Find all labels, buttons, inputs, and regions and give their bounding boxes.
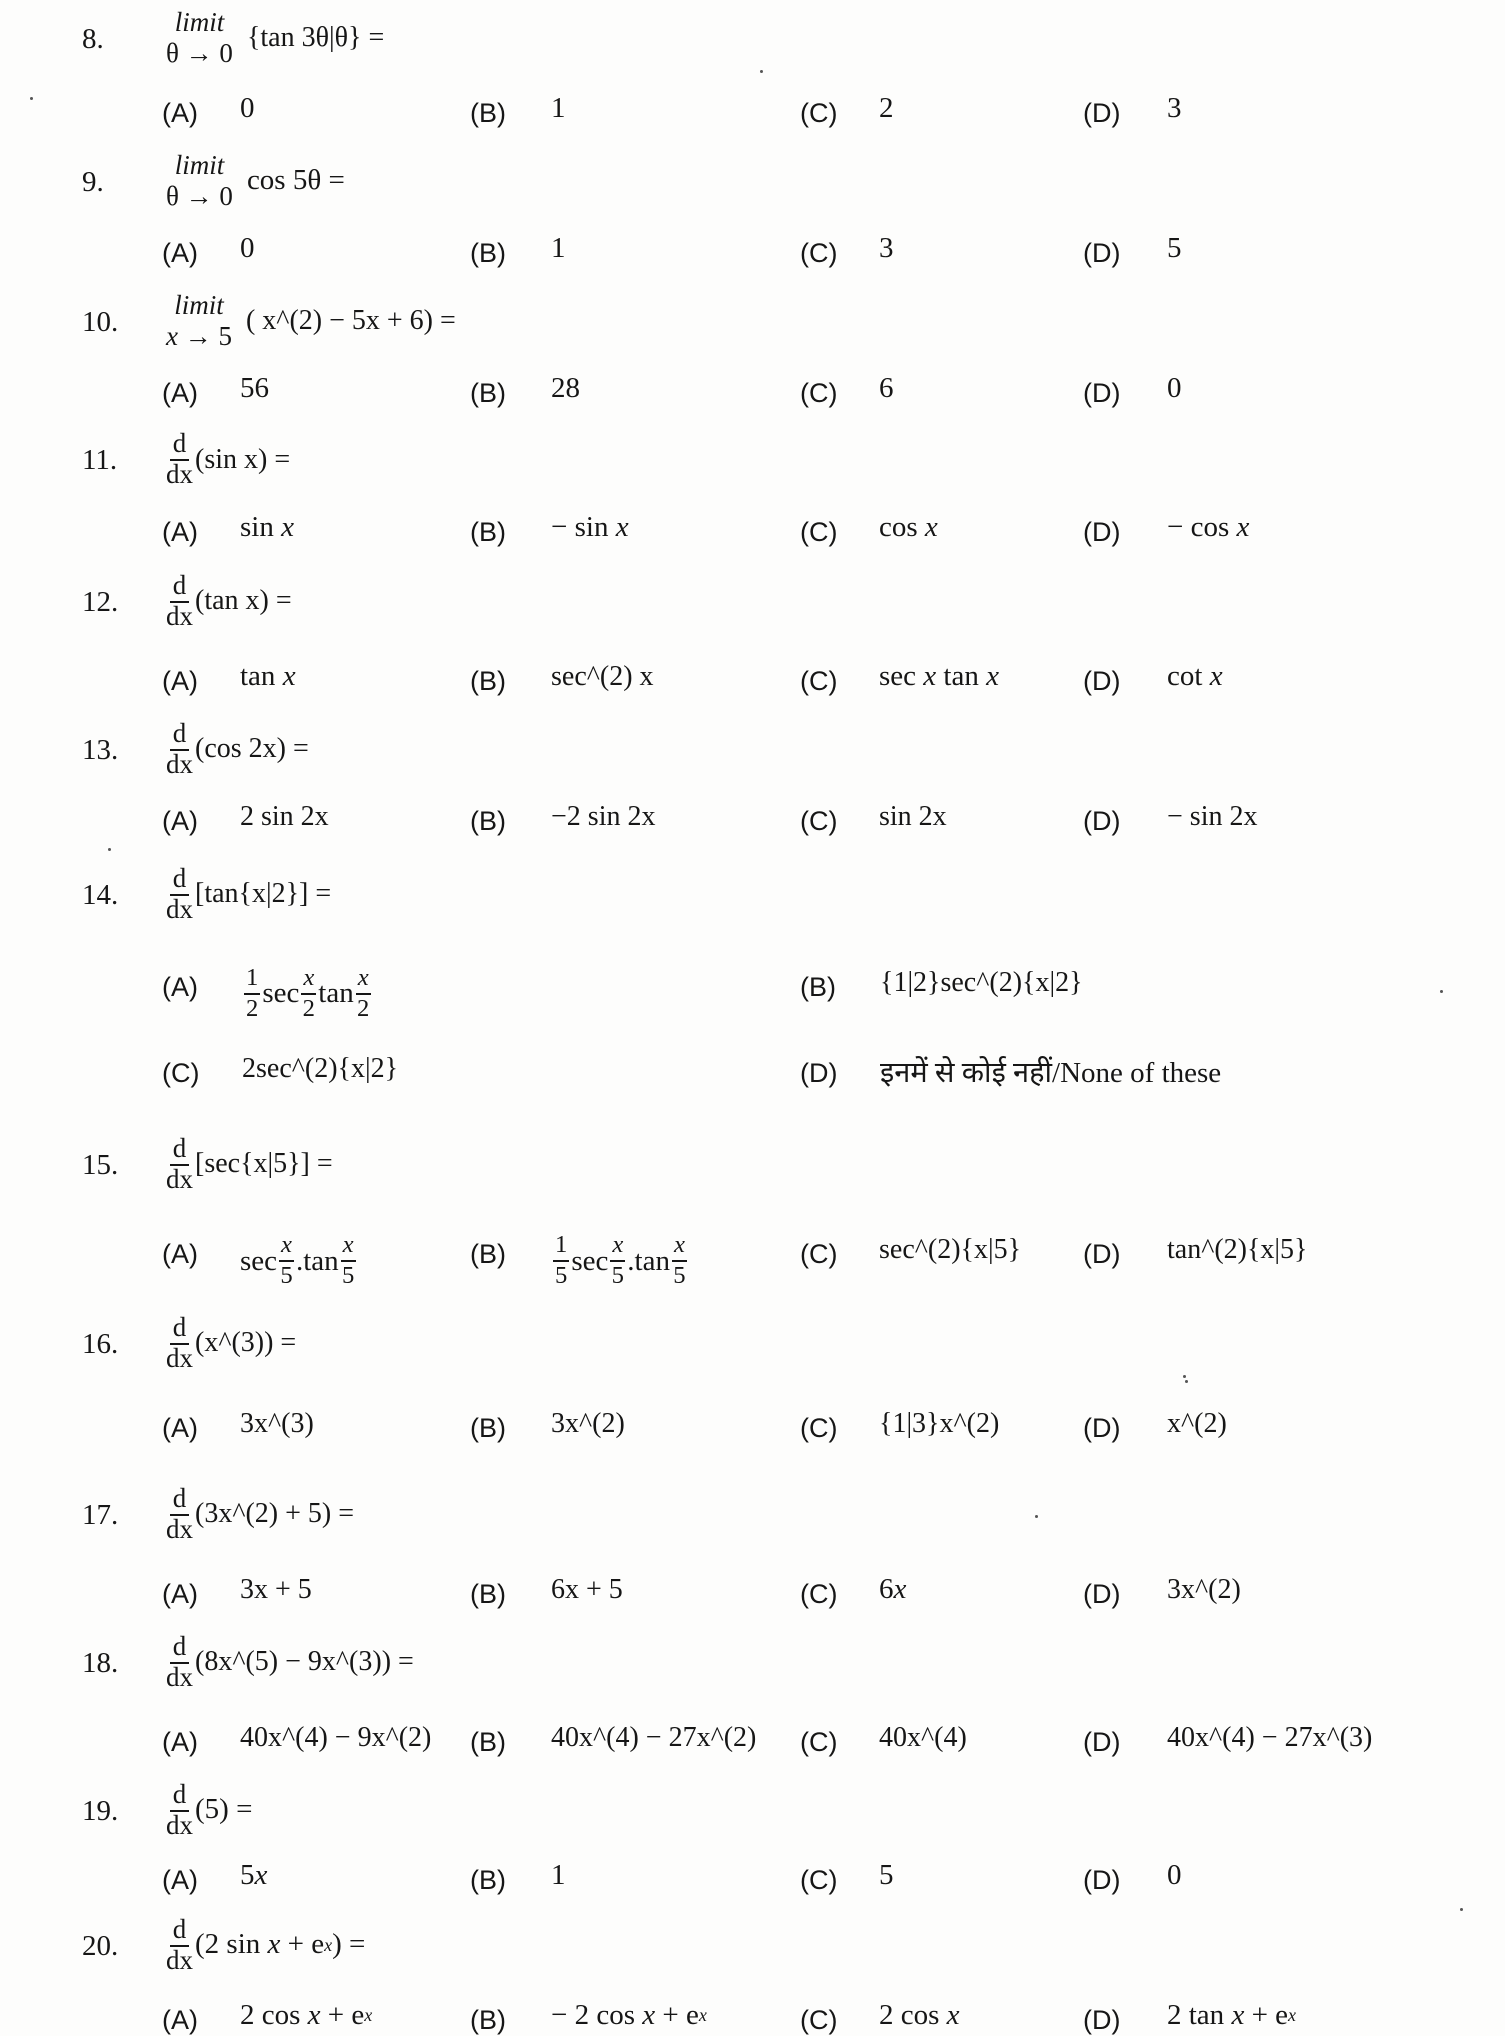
fraction: $\frac{x}{5}$ — [611, 1231, 624, 1290]
derivative-operator — [166, 1132, 193, 1194]
derivative-numerator: d — [170, 1135, 190, 1166]
option-label[interactable]: (B) — [470, 1239, 506, 1270]
option-label[interactable]: (C) — [800, 238, 838, 269]
question-expression — [166, 1132, 333, 1194]
option-label[interactable]: (C) — [800, 1413, 838, 1444]
option-value[interactable]: 6 x — [879, 1573, 907, 1606]
expression-body: cos 5θ = — [246, 164, 345, 197]
option-label[interactable]: (D) — [1083, 378, 1121, 409]
option-value[interactable]: 40x^(4) — [879, 1722, 967, 1754]
option-value[interactable]: cot x — [1167, 660, 1223, 693]
question-expression — [166, 1311, 297, 1373]
option-label[interactable]: (A) — [162, 806, 198, 837]
option-label[interactable]: (D) — [800, 1057, 838, 1088]
option-value[interactable]: tan x — [240, 660, 296, 693]
option-value[interactable]: 3x^(2) — [551, 1408, 625, 1440]
limit-subscript: θ → 0 — [166, 180, 233, 211]
question-number: 12. — [82, 585, 119, 618]
option-value[interactable]: 1 — [551, 1858, 566, 1891]
option-label[interactable]: (C) — [800, 98, 838, 129]
derivative-denominator: dx — [166, 1944, 193, 1975]
limit-word: limit — [174, 289, 224, 320]
option-value[interactable]: 2 tan x + e x — [1167, 1998, 1297, 2031]
question-number: 16. — [82, 1327, 119, 1360]
option-label[interactable]: (A) — [162, 517, 198, 548]
option-label[interactable]: (A) — [162, 378, 198, 409]
scan-speck — [30, 97, 33, 100]
option-value[interactable]: 40x^(4) − 27x^(3) — [1167, 1722, 1373, 1754]
option-label[interactable]: (B) — [470, 1864, 506, 1895]
option-label[interactable]: (C) — [800, 1727, 838, 1758]
option-label[interactable]: (B) — [800, 972, 836, 1003]
question-expression — [166, 430, 290, 488]
option-label[interactable]: (D) — [1083, 1864, 1121, 1895]
expression-body: [tan{x|2}] = — [195, 878, 332, 910]
question-number: 14. — [82, 878, 119, 911]
scan-speck — [760, 70, 763, 73]
expression-body: {tan 3θ|θ} = — [246, 22, 385, 54]
option-label[interactable]: (A) — [162, 666, 198, 697]
option-label[interactable]: (A) — [162, 1579, 198, 1610]
derivative-denominator: dx — [166, 893, 193, 924]
derivative-operator — [166, 1913, 193, 1975]
limit-word: limit — [174, 6, 225, 37]
question-number: 15. — [82, 1148, 119, 1181]
option-label[interactable]: (C) — [800, 1864, 838, 1895]
limit-operator — [166, 6, 233, 68]
expression-body: (x^(3)) = — [195, 1326, 297, 1358]
option-value[interactable]: {1|2}sec^(2){x|2} — [880, 967, 1083, 999]
option-value[interactable]: 2sec^(2){x|2} — [242, 1052, 399, 1084]
expression-body: (3x^(2) + 5) = — [195, 1498, 355, 1530]
derivative-operator — [166, 1482, 193, 1544]
derivative-numerator: d — [170, 865, 190, 896]
limit-operator — [166, 149, 233, 211]
option-label[interactable]: (A) — [162, 238, 198, 269]
scan-speck — [1183, 1375, 1186, 1378]
question-expression — [166, 1630, 414, 1692]
option-label[interactable]: (D) — [1083, 1579, 1121, 1610]
derivative-operator — [166, 569, 193, 631]
option-value[interactable]: 5 x — [240, 1858, 268, 1891]
option-label[interactable]: (B) — [470, 666, 506, 697]
scan-speck — [1460, 1908, 1463, 1911]
option-value[interactable]: − sin 2x — [1167, 801, 1258, 833]
option-value[interactable]: 1 — [551, 92, 566, 125]
limit-subscript: x → 5 — [166, 320, 232, 351]
option-value[interactable]: 3 — [1167, 92, 1182, 125]
question-number: 20. — [82, 1929, 119, 1962]
question-expression — [166, 862, 332, 924]
derivative-operator — [166, 717, 193, 779]
expression-body: (cos 2x) = — [195, 732, 309, 764]
expression-body: (tan x) = — [195, 585, 292, 616]
fraction: $\frac{x}{5}$ — [673, 1231, 686, 1290]
option-value[interactable]: 40x^(4) − 9x^(2) — [240, 1722, 432, 1754]
option-value[interactable]: 3x^(3) — [240, 1408, 314, 1440]
option-value[interactable]: 0 — [240, 92, 255, 125]
derivative-operator — [166, 862, 193, 924]
option-value[interactable]: − cos x — [1167, 511, 1250, 544]
option-value[interactable]: − sin x — [551, 511, 629, 544]
limit-operator — [166, 289, 232, 351]
question-expression — [166, 6, 385, 68]
question-number: 11. — [82, 444, 118, 477]
question-expression — [166, 149, 345, 211]
option-label[interactable]: (C) — [800, 2004, 838, 2035]
option-label[interactable]: (B) — [470, 378, 506, 409]
option-label[interactable]: (B) — [470, 1579, 506, 1610]
option-value[interactable]: 0 — [240, 232, 255, 265]
derivative-numerator: d — [170, 430, 190, 461]
option-label[interactable]: (B) — [470, 1413, 506, 1444]
option-label[interactable]: (B) — [470, 238, 506, 269]
option-label[interactable]: (C) — [800, 806, 838, 837]
derivative-denominator: dx — [166, 748, 193, 779]
question-number: 18. — [82, 1646, 119, 1679]
option-label[interactable]: (C) — [162, 1057, 200, 1088]
derivative-operator — [166, 1311, 193, 1373]
fraction: $\frac{1}{2}$ — [246, 964, 259, 1022]
option-label[interactable]: (B) — [470, 1727, 506, 1758]
option-label[interactable]: (A) — [162, 972, 198, 1003]
option-value[interactable]: 1 — [551, 232, 566, 265]
fraction: $\frac{1}{5}$ — [555, 1231, 568, 1290]
derivative-denominator: dx — [166, 1809, 193, 1840]
option-value[interactable]: $\frac{1}{2}$ sec $\frac{x}{2}$ tan $\frac{x}{2}$ — [246, 964, 370, 1022]
option-value[interactable]: sec $\frac{x}{5}$ .tan $\frac{x}{5}$ — [240, 1231, 355, 1290]
option-label[interactable]: (C) — [800, 1579, 838, 1610]
option-label[interactable]: (C) — [800, 378, 838, 409]
derivative-denominator: dx — [166, 1661, 193, 1692]
option-value[interactable]: −2 sin 2x — [551, 801, 656, 833]
fraction: $\frac{x}{5}$ — [280, 1231, 293, 1290]
option-label[interactable]: (D) — [1083, 517, 1121, 548]
option-value[interactable]: 56 — [240, 372, 269, 405]
option-value[interactable]: cos x — [879, 511, 938, 544]
option-value[interactable]: 6x + 5 — [551, 1574, 623, 1606]
expression-body: (sin x) = — [195, 443, 291, 475]
option-label[interactable]: (A) — [162, 1413, 198, 1444]
option-value[interactable]: sec^(2){x|5} — [879, 1234, 1022, 1266]
option-value[interactable]: sin x — [240, 511, 294, 544]
option-value[interactable]: 5 — [1167, 232, 1182, 265]
option-label[interactable]: (B) — [470, 517, 506, 548]
option-value[interactable]: 2 sin 2x — [240, 801, 329, 833]
question-number: 9. — [82, 165, 104, 198]
derivative-operator — [166, 1778, 193, 1840]
derivative-denominator: dx — [166, 1163, 193, 1194]
derivative-numerator: d — [170, 1633, 190, 1664]
option-label[interactable]: (D) — [1083, 1413, 1121, 1444]
option-value[interactable]: इनमें से कोई नहीं/None of these — [880, 1056, 1222, 1089]
expression-body: [sec{x|5}] = — [195, 1147, 333, 1179]
option-label[interactable]: (B) — [470, 98, 506, 129]
option-label[interactable]: (A) — [162, 1727, 198, 1758]
limit-word: limit — [174, 149, 225, 180]
derivative-denominator: dx — [166, 1342, 193, 1373]
option-label[interactable]: (B) — [470, 806, 506, 837]
expression-body: (2 sin x + e x ) = — [195, 1928, 366, 1960]
option-label[interactable]: (B) — [470, 2004, 506, 2035]
option-label[interactable]: (A) — [162, 98, 198, 129]
fraction: $\frac{x}{2}$ — [357, 964, 370, 1022]
question-number: 13. — [82, 733, 119, 766]
option-value[interactable]: 0 — [1167, 1858, 1182, 1891]
option-value[interactable]: tan^(2){x|5} — [1167, 1234, 1308, 1266]
question-expression — [166, 289, 456, 351]
option-value[interactable]: 3x + 5 — [240, 1574, 312, 1606]
option-value[interactable]: sec x tan x — [879, 660, 999, 693]
option-label[interactable]: (D) — [1083, 1727, 1121, 1758]
derivative-numerator: d — [170, 572, 190, 603]
option-value[interactable]: 2 cos x — [879, 1998, 960, 2031]
question-expression — [166, 1482, 355, 1544]
derivative-operator — [166, 1630, 193, 1692]
option-label[interactable]: (D) — [1083, 238, 1121, 269]
question-number: 10. — [82, 305, 119, 338]
derivative-denominator: dx — [166, 459, 193, 490]
expression-body: ( x^(2) − 5x + 6) = — [245, 304, 456, 336]
option-label[interactable]: (C) — [800, 517, 838, 548]
scan-speck — [1440, 990, 1443, 993]
expression-body: (5) = — [195, 1793, 253, 1826]
option-label[interactable]: (D) — [1083, 98, 1121, 129]
scan-speck — [1035, 1515, 1038, 1518]
scan-speck — [1185, 1380, 1188, 1383]
option-value[interactable]: {1|3}x^(2) — [879, 1408, 1000, 1440]
option-value[interactable]: 2 — [879, 92, 894, 125]
expression-body: (8x^(5) − 9x^(3)) = — [195, 1645, 414, 1677]
fraction: $\frac{x}{5}$ — [341, 1231, 355, 1290]
fraction: $\frac{x}{2}$ — [302, 964, 315, 1022]
option-label[interactable]: (C) — [800, 666, 838, 697]
derivative-numerator: d — [170, 1314, 190, 1345]
question-expression — [166, 717, 309, 779]
option-value[interactable]: sec^(2) x — [551, 661, 654, 693]
question-number: 8. — [82, 22, 104, 55]
option-value[interactable]: 3x^(2) — [1167, 1574, 1241, 1606]
option-label[interactable]: (C) — [800, 1239, 838, 1270]
option-value[interactable]: $\frac{1}{5}$ sec $\frac{x}{5}$ .tan $\frac{x}{5}$ — [555, 1231, 686, 1290]
derivative-denominator: dx — [166, 600, 193, 631]
option-value[interactable]: 5 — [879, 1858, 894, 1891]
derivative-numerator: d — [170, 1781, 190, 1812]
question-expression — [166, 1913, 366, 1975]
derivative-numerator: d — [170, 1485, 190, 1516]
option-label[interactable]: (A) — [162, 1864, 198, 1895]
limit-subscript: θ → 0 — [166, 37, 233, 68]
option-label[interactable]: (D) — [1083, 666, 1121, 697]
option-value[interactable]: 6 — [879, 372, 894, 405]
option-value[interactable]: x^(2) — [1167, 1408, 1227, 1440]
option-label[interactable]: (D) — [1083, 2004, 1121, 2035]
question-expression — [166, 569, 292, 631]
derivative-operator — [166, 430, 193, 488]
option-value[interactable]: − 2 cos x + e x — [551, 1998, 707, 2031]
derivative-numerator: d — [170, 1916, 190, 1947]
option-label[interactable]: (D) — [1083, 806, 1121, 837]
derivative-denominator: dx — [166, 1513, 193, 1544]
derivative-numerator: d — [170, 720, 190, 751]
option-value[interactable]: 40x^(4) − 27x^(2) — [551, 1722, 757, 1754]
option-value[interactable]: 28 — [551, 372, 580, 405]
option-label[interactable]: (D) — [1083, 1239, 1121, 1270]
question-expression — [166, 1778, 253, 1840]
option-label[interactable]: (A) — [162, 2004, 198, 2035]
option-value[interactable]: 0 — [1167, 372, 1182, 405]
option-value[interactable]: 3 — [879, 232, 894, 265]
question-number: 17. — [82, 1498, 119, 1531]
option-label[interactable]: (A) — [162, 1239, 198, 1270]
question-number: 19. — [82, 1794, 119, 1827]
option-value[interactable]: sin 2x — [879, 801, 947, 833]
scan-speck — [108, 848, 111, 851]
option-value[interactable]: 2 cos x + e x — [240, 1998, 373, 2031]
